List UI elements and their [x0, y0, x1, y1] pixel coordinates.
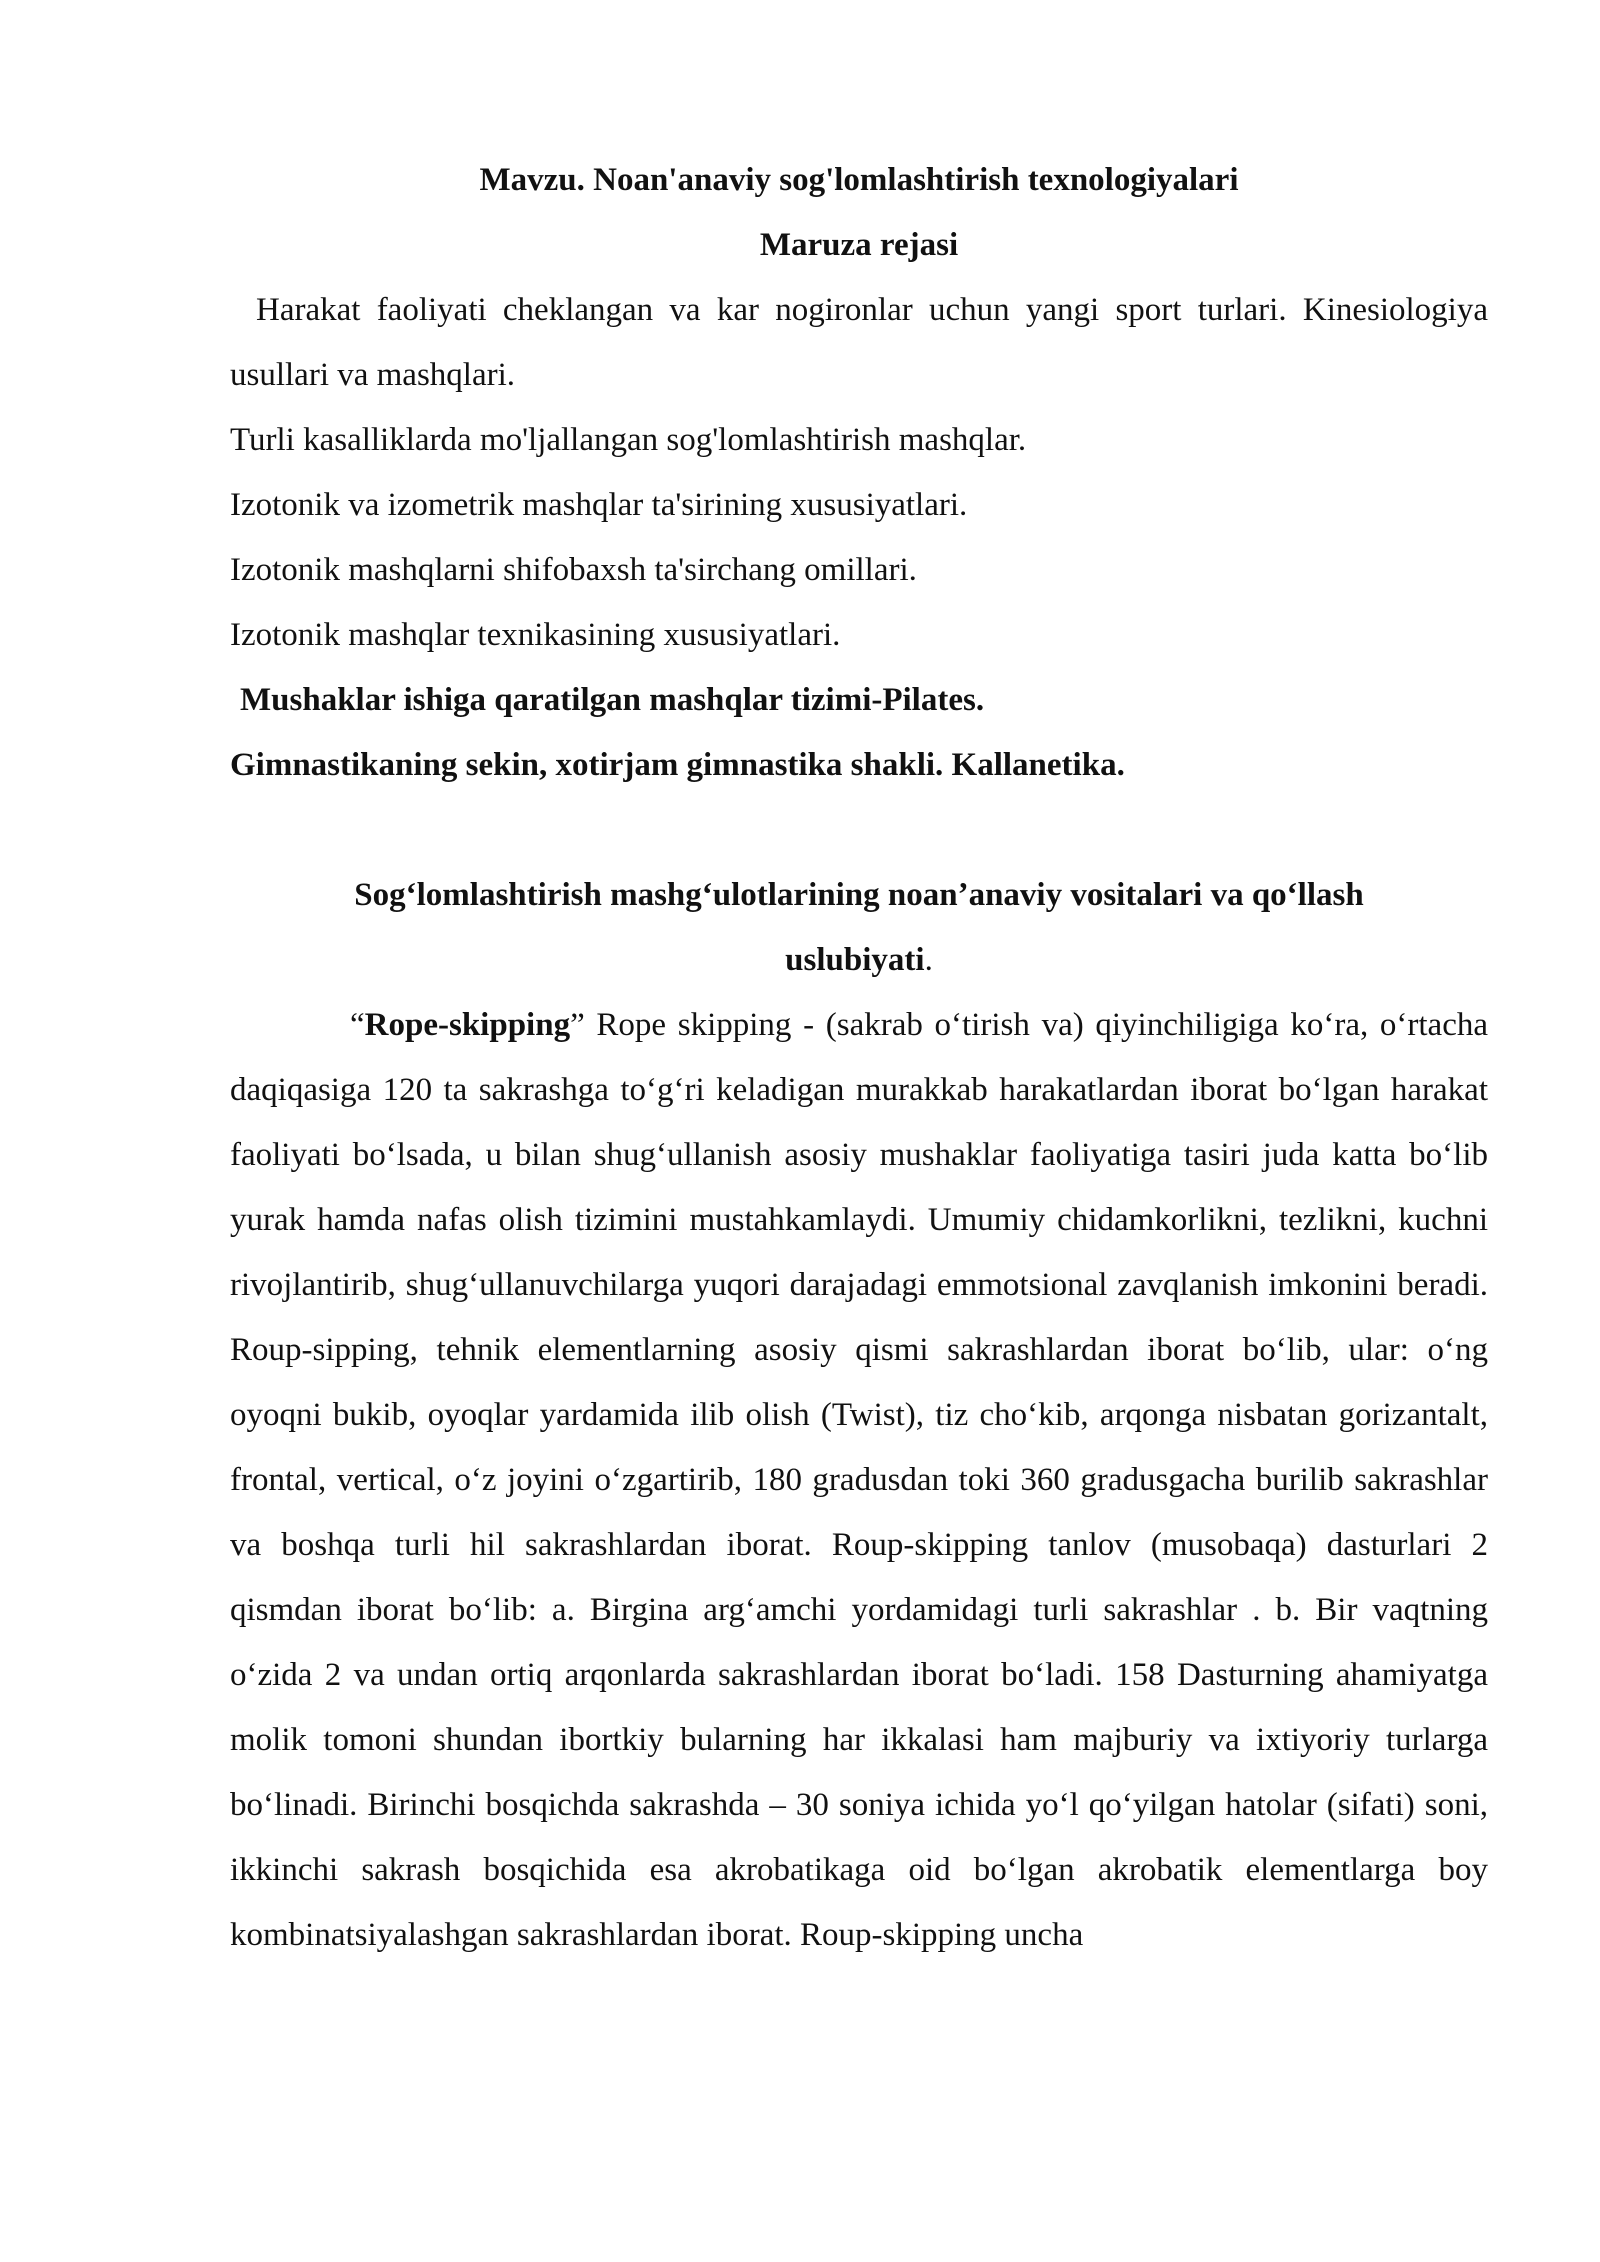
paragraph-body: Rope skipping - (sakrab oʻtirish va) qiyinchiligiga koʻra, oʻrtacha daqiqasiga 120 ta sakrashga toʻgʻri keladigan murakkab harakatlardan iborat boʻlgan harakat faoliyati boʻlsada, u bilan shugʻullanish asosiy mushaklar faoliyatiga tasiri juda katta boʻlib yurak hamda nafas olish tizimini mustahkamlaydi. Umumiy chidamkorlikni, tezlikni, kuchni rivojlantirib, shugʻullanuvchilarga yuqori darajadagi emmotsional zavqlanish imkonini beradi. Roup-sipping, tehnik elementlarning asosiy qismi sakrashlardan iborat boʻlib, ular: oʻng oyoqni bukib, oyoqlar yardamida ilib olish (Twist), tiz choʻkib, arqonga nisbatan gorizantalt, frontal, vertical, oʻz joyini oʻzgartirib, 180 gradusdan toki 360 gradusgacha burilib sakrashlar va boshqa turli hil sakrashlardan iborat. Roup-skipping tanlov (musobaqa) dasturlari 2 qismdan iborat boʻlib: a. Birgina argʻamchi yordamidagi turli sakrashlar . b. Bir vaqtning oʻzida 2 va undan ortiq arqonlarda sakrashlardan iborat boʻladi. 158 Dasturning ahamiyatga molik tomoni shundan ibortkiy bularning har ikkalasi ham majburiy va ixtiyoriy turlarga boʻlinadi. Birinchi bosqichda sakrashda – 30 soniya ichida yoʻl qoʻyilgan hatolar (sifati) soni, ikkinchi sakrash bosqichida esa akrobatikaga oid boʻlgan akrobatik elementlarga boy kombinatsiyalashgan sakrashlardan iborat. Roup-skipping uncha	[230, 1007, 1488, 1953]
section-title-suffix: .	[924, 942, 933, 978]
open-quote: “	[350, 1007, 365, 1043]
plan-title: Maruza rejasi	[759, 227, 959, 263]
plan-item: Izotonik mashqlar texnikasining xususiyatlari.	[230, 617, 841, 653]
topic-title: Mavzu. Noan'anaviy sog'lomlashtirish texnologiyalari	[479, 162, 1239, 198]
term-rope-skipping: Rope-skipping	[364, 1007, 571, 1043]
plan-item-bold: Gimnastikaning sekin, xotirjam gimnastika shakli. Kallanetika.	[230, 747, 1125, 783]
plan-item-bold: Mushaklar ishiga qaratilgan mashqlar tizimi-Pilates.	[240, 682, 985, 718]
document-page	[230, 148, 1488, 1968]
blank-line	[230, 798, 1488, 863]
plan-item: Harakat faoliyati cheklangan va kar nogironlar uchun yangi sport turlari. Kinesiologiya usullari va mashqlari.	[230, 292, 1488, 393]
plan-item: Izotonik mashqlarni shifobaxsh ta'sirchang omillari.	[230, 552, 917, 588]
section-title	[230, 863, 1488, 993]
body-paragraph	[230, 993, 1488, 1968]
section-title-text: Sogʻlomlashtirish mashgʻulotlarining noanʼanaviy vositalari va qoʻllash uslubiyati	[354, 877, 1364, 978]
close-quote: ”	[570, 1007, 585, 1043]
plan-item: Turli kasalliklarda mo'ljallangan sog'lomlashtirish mashqlar.	[230, 422, 1027, 458]
plan-item: Izotonik va izometrik mashqlar ta'sirining xususiyatlari.	[230, 487, 968, 523]
